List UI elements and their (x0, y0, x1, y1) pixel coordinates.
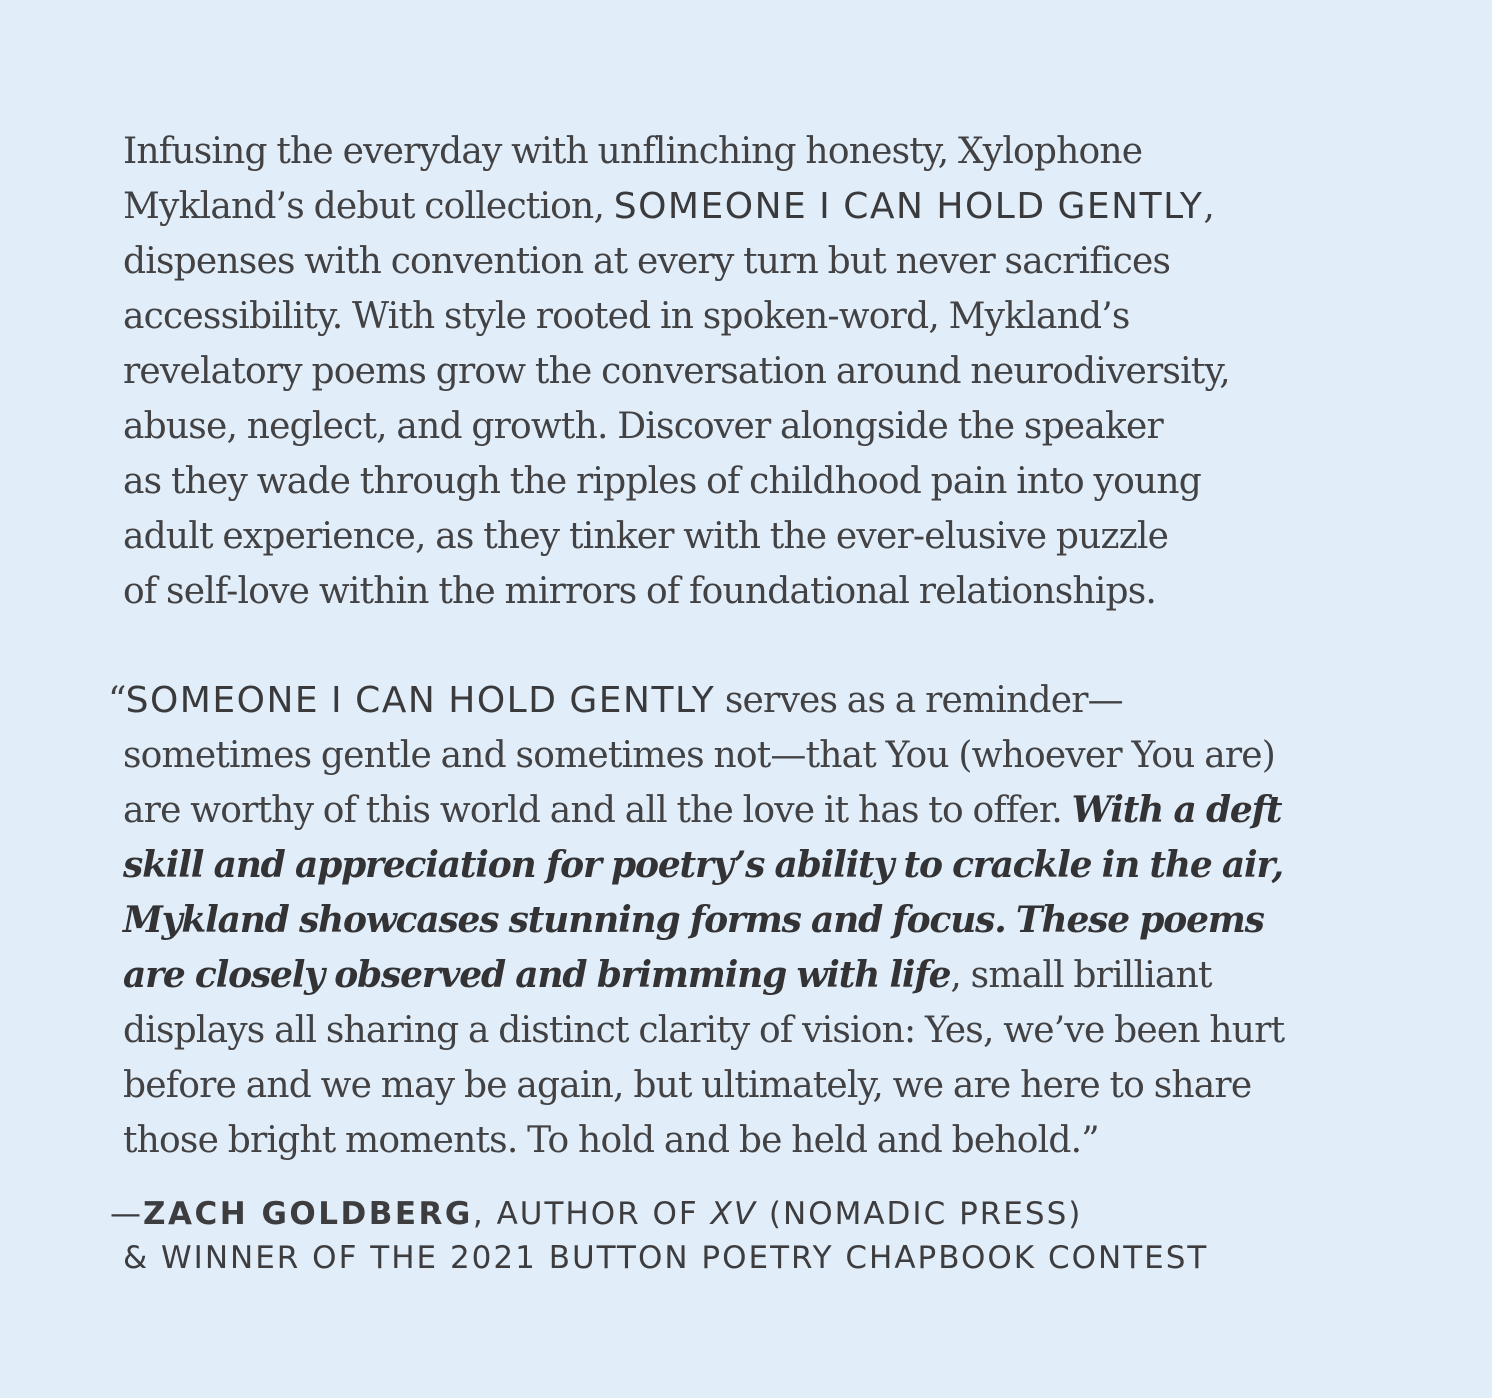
quote-attribution (110, 1192, 1208, 1280)
attribution-text: , AUTHOR OF (472, 1196, 711, 1232)
description-line: of self-love within the mirrors of foundational relationships. (123, 571, 1157, 612)
book-title: SOMEONE I CAN HOLD GENTLY (125, 680, 716, 721)
description-line: dispenses with convention at every turn but never sacrifices (123, 241, 1171, 282)
book-title: SOMEONE I CAN HOLD GENTLY (613, 186, 1204, 227)
quote-emphasis: With a deft (1071, 789, 1282, 831)
description-line: Infusing the everyday with unflinching honesty, Xylophone (123, 131, 1143, 172)
attribution-line-2: & WINNER OF THE 2021 BUTTON POETRY CHAPBOOK CONTEST (123, 1240, 1209, 1276)
quote-text: , small brilliant (950, 955, 1212, 996)
book-description (123, 124, 1413, 619)
quote-line (123, 783, 1413, 838)
open-quote-mark: “ (108, 680, 126, 721)
quote-emphasis: are closely observed and brimming with life (123, 954, 951, 996)
description-text: Mykland’s debut collection, (123, 186, 614, 227)
description-line: adult experience, as they tinker with the ever-elusive puzzle (123, 516, 1169, 557)
endorsement-quote (108, 673, 1413, 1168)
quote-text: serves as a reminder— (715, 680, 1123, 721)
quote-emphasis-line: Mykland showcases stunning forms and focus. These poems (123, 899, 1264, 941)
author-name: ZACH GOLDBERG (143, 1196, 473, 1232)
quote-line (108, 673, 1413, 728)
quote-line: before and we may be again, but ultimately, we are here to share (123, 1065, 1252, 1106)
quote-line: displays all sharing a distinct clarity of vision: Yes, we’ve been hurt (123, 1010, 1285, 1051)
quote-line: sometimes gentle and sometimes not—that You (whoever You are) (123, 735, 1276, 776)
description-line: abuse, neglect, and growth. Discover alongside the speaker (123, 406, 1163, 447)
attribution-line-1 (110, 1196, 1082, 1232)
quote-emphasis-line: skill and appreciation for poetry’s ability to crackle in the air, (123, 844, 1283, 886)
description-line: accessibility. With style rooted in spoken-word, Mykland’s (123, 296, 1130, 337)
attribution-publisher: (NOMADIC PRESS) (757, 1196, 1083, 1232)
quote-text: are worthy of this world and all the love it has to offer. (123, 790, 1072, 831)
attribution-dash: — (110, 1196, 143, 1232)
description-line: revelatory poems grow the conversation around neurodiversity, (123, 351, 1230, 392)
description-line: as they wade through the ripples of childhood pain into young (123, 461, 1201, 502)
description-text: , (1203, 186, 1214, 227)
quote-line: those bright moments. To hold and be held and behold.” (123, 1120, 1099, 1161)
description-line (123, 179, 1413, 234)
author-book-title: XV (710, 1196, 758, 1232)
quote-line (123, 948, 1413, 1003)
